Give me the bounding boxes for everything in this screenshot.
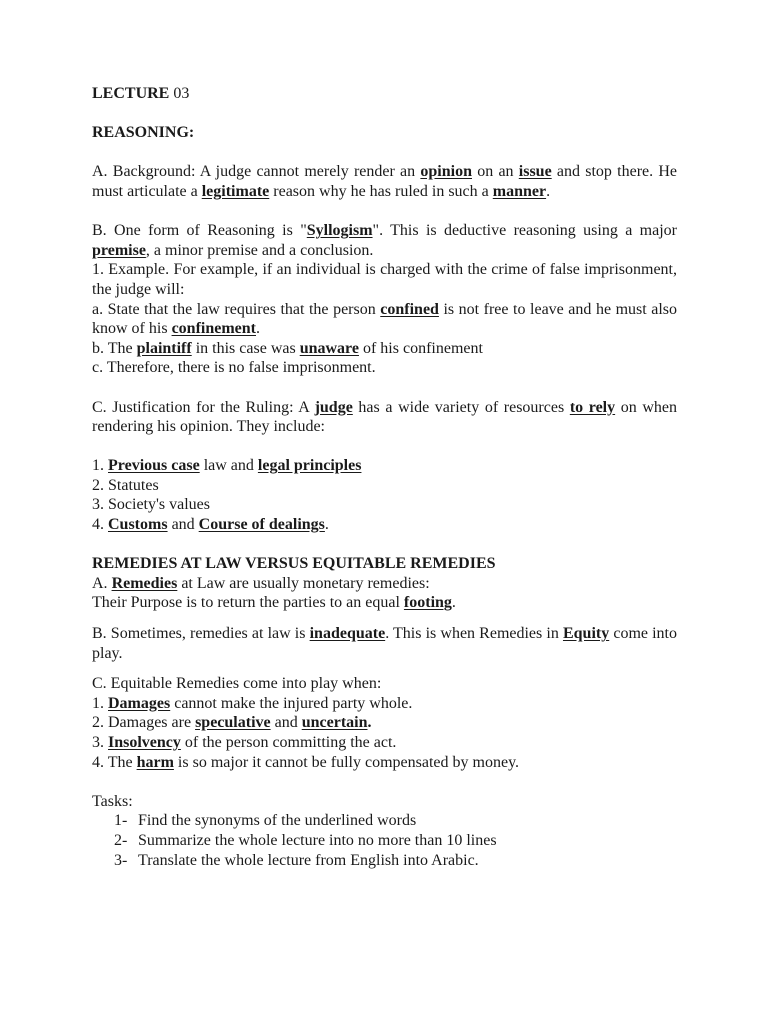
underlined-word: uncertain [301, 714, 368, 732]
underlined-word: legal principles [257, 457, 362, 475]
example-item-b: b. The plaintiff in this case was unaware of his confinement [92, 339, 483, 357]
equitable-condition-4: 4. The harm is so major it cannot be fully compensated by money. [92, 753, 520, 771]
paragraph-justification: C. Justification for the Ruling: A judge has a wide variety of resources to rely on when rendering his opinion. They include: [92, 398, 678, 436]
underlined-word: judge [314, 398, 353, 416]
underlined-word: Remedies [111, 574, 178, 592]
underlined-word: unaware [299, 339, 359, 357]
remedies-heading: REMEDIES AT LAW VERSUS EQUITABLE REMEDIES [92, 555, 496, 573]
underlined-word: confined [380, 300, 439, 318]
underlined-word: to rely [569, 398, 616, 416]
lecture-document [92, 84, 677, 870]
task-item: 2- Summarize the whole lecture into no more than 10 lines [114, 831, 497, 849]
underlined-word: Customs [108, 516, 168, 534]
example-item-a: a. State that the law requires that the person confined is not free to leave and he must also know of his confinement. [92, 300, 678, 338]
task-item: 3- Translate the whole lecture from English into Arabic. [114, 851, 479, 869]
underlined-word: Syllogism [306, 222, 373, 240]
underlined-word: Damages [108, 694, 171, 712]
tasks-list [92, 811, 677, 870]
underlined-word: issue [518, 163, 552, 181]
remedies-item-b: B. Sometimes, remedies at law is inadequate. This is when Remedies in Equity come into play. [92, 625, 678, 662]
lecture-label: LECTURE [92, 85, 170, 102]
underlined-word: speculative [195, 714, 271, 732]
underlined-word: confinement [171, 320, 256, 338]
resource-item-1: 1. Previous case law and legal principles [92, 457, 362, 475]
underlined-word: premise [92, 241, 146, 259]
remedies-purpose: Their Purpose is to return the parties to an equal footing. [92, 594, 456, 612]
underlined-word: harm [136, 753, 174, 771]
resource-item-2: 2. Statutes [92, 476, 159, 494]
resource-item-3: 3. Society's values [92, 496, 210, 514]
underlined-word: Insolvency [108, 734, 181, 751]
section-title: REASONING: [92, 124, 195, 142]
remedies-item-c: C. Equitable Remedies come into play when: [92, 675, 382, 693]
lecture-title [92, 84, 677, 104]
underlined-word: Previous case [108, 457, 200, 475]
underlined-word: plaintiff [136, 339, 192, 357]
resource-item-4: 4. Customs and Course of dealings. [92, 516, 329, 534]
tasks-label: Tasks: [92, 792, 133, 810]
equitable-condition-1: 1. Damages cannot make the injured party whole. [92, 694, 413, 712]
example-item-c: c. Therefore, there is no false imprisonment. [92, 359, 376, 377]
underlined-word: opinion [420, 163, 472, 181]
underlined-word: Course of dealings [198, 516, 325, 534]
remedies-item-a: A. Remedies at Law are usually monetary remedies: [92, 574, 430, 592]
underlined-word: Equity [562, 625, 610, 643]
equitable-condition-3: 3. Insolvency of the person committing the act. [92, 734, 397, 751]
underlined-word: legitimate [201, 182, 270, 200]
example-line: 1. Example. For example, if an individual is charged with the crime of false imprisonment, the judge will: [92, 261, 677, 298]
task-item: 1- Find the synonyms of the underlined words [114, 812, 417, 830]
paragraph-background: A. Background: A judge cannot merely render an opinion on an issue and stop there. He must articulate a legitimate reason why he has ruled in such a manner. [92, 163, 678, 200]
underlined-word: inadequate [309, 625, 386, 643]
paragraph-syllogism: B. One form of Reasoning is "Syllogism". This is deductive reasoning using a major premise, a minor premise and a conclusion. [92, 222, 677, 259]
underlined-word: footing [403, 594, 452, 612]
lecture-number: 03 [173, 85, 190, 102]
underlined-word: manner [492, 182, 547, 200]
equitable-condition-2: 2. Damages are speculative and uncertain. [92, 714, 372, 732]
